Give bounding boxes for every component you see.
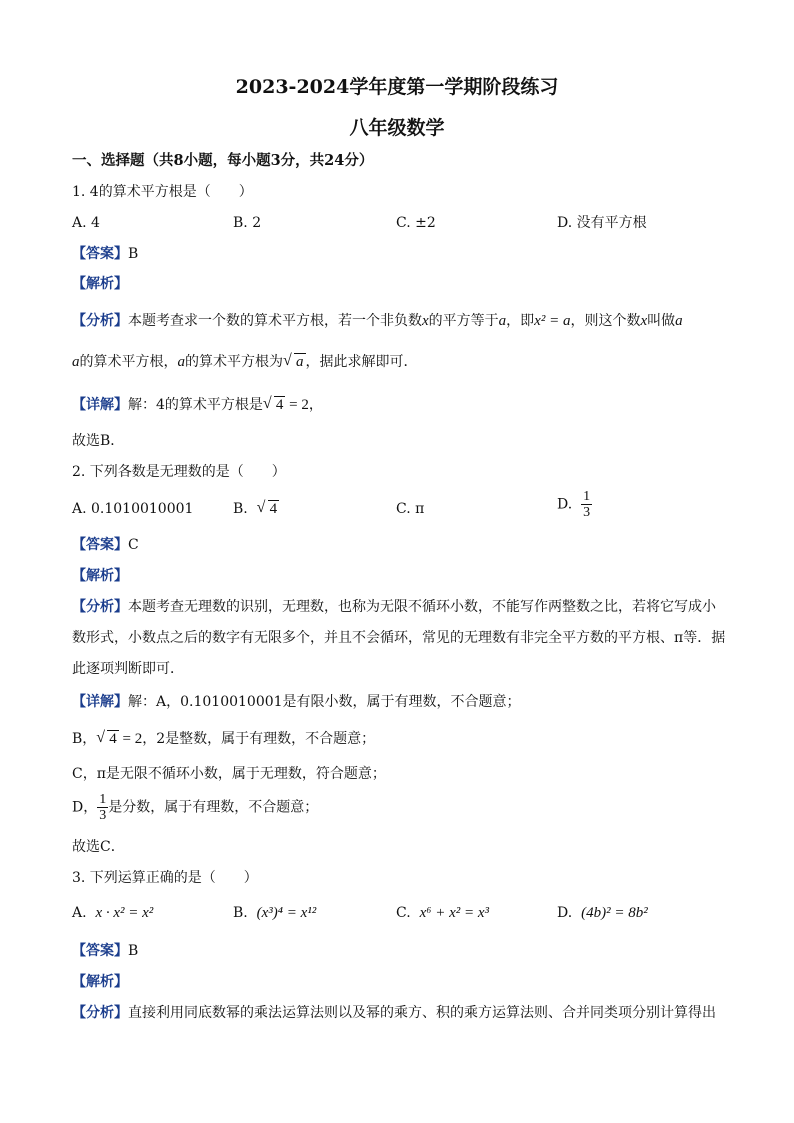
math-var: a [675,313,683,329]
section-heading: 一、选择题（共8小题，每小题3分，共24分） [72,152,374,169]
sqrt-expr [257,499,280,519]
q2-option-a: A. 0.1010010001 [72,501,194,517]
option-label: A. [72,905,87,921]
q3-option-a [72,903,153,923]
numerator: 1 [583,489,591,504]
answer-tag: 【答案】 [72,537,128,553]
detail-tag: 【详解】 [72,397,128,413]
fenxi-tag: 【分析】 [72,1005,128,1021]
option-label: B. [233,501,248,517]
q1-analysis-tag: 【解析】 [72,276,128,292]
math-var: x [422,313,429,329]
option-label: C. [396,905,411,921]
q2-analysis-tag: 【解析】 [72,568,128,584]
q3-option-c [396,903,489,923]
q2-option-c: C. π [396,501,425,517]
sqrt-expr [283,352,306,372]
sqrt-expr [96,729,119,749]
exam-title: 2023-2024学年度第一学期阶段练习 [235,76,559,98]
fenxi-tag: 【分析】 [72,313,128,329]
math-expr: x · x² = x² [95,905,154,921]
q2-option-d [557,489,592,520]
fenxi-text: ，据此求解即可． [305,354,418,370]
q1-option-a: A. 4 [72,215,100,231]
detail-text: 是分数，属于有理数，不合题意； [108,799,319,816]
detail-text: B， [72,731,97,747]
q1-option-c: C. ±2 [396,215,436,231]
answer-value: B [128,246,139,262]
q1-detail [72,395,323,415]
q1-option-d: D. 没有平方根 [557,215,647,231]
fenxi-text: 直接利用同底数幂的乘法运算法则以及幂的乘方、积的乘方运算法则、合并同类项分别计算得出 [128,1005,716,1021]
q1-option-b: B. 2 [233,215,262,231]
fenxi-tag: 【分析】 [72,599,128,615]
q3-option-b [233,903,316,923]
answer-tag: 【答案】 [72,246,128,262]
question-2-stem: 2. 下列各数是无理数的是（ ） [72,464,286,480]
radicand: 4 [109,731,117,747]
detail-text: D， [72,799,98,816]
fenxi-text: ，则这个数 [570,313,641,329]
q2-detail-d [72,792,318,823]
fenxi-text: ，即 [506,313,535,329]
denominator: 3 [583,505,591,520]
answer-tag: 【答案】 [72,943,128,959]
q2-answer [72,535,139,555]
math-expr: x² = a [534,313,571,329]
radicand: 4 [275,397,284,413]
fenxi-text: 本题考查无理数的识别，无理数，也称为无限不循环小数，不能写作两整数之比，若将它写成小 [128,599,716,615]
q2-fenxi-line3: 此逐项判断即可． [72,661,184,677]
q1-fenxi-line2 [72,352,418,372]
detail-text: 解：4的算术平方根是 [128,397,263,413]
q3-analysis-tag: 【解析】 [72,974,128,990]
radicand: 4 [269,501,278,517]
math-expr: x⁶ + x² = x³ [419,905,490,921]
q2-fenxi-line2: 数形式，小数点之后的数字有无限多个，并且不会循环，常见的无理数有非完全平方数的平方根、π等．据 [72,630,726,646]
fraction [581,489,592,520]
q2-option-b [233,499,279,519]
denominator: 3 [99,808,107,823]
sqrt-expr [263,395,286,415]
fenxi-text: 的算术平方根为 [185,354,283,370]
q2-fenxi-line1 [72,597,716,617]
answer-value: B [128,943,139,959]
option-label: B. [233,905,248,921]
exam-subtitle: 八年级数学 [349,117,445,139]
answer-value: C [128,537,139,553]
detail-text: ， [308,397,323,413]
question-3-stem: 3. 下列运算正确的是（ ） [72,870,258,886]
fenxi-text: 的平方等于 [428,313,499,329]
q1-conclusion: 故选B． [72,433,125,449]
q2-detail-c: C，π是无限不循环小数，属于无理数，符合题意； [72,766,386,782]
math-expr: (4b)² = 8b² [581,905,648,921]
q1-fenxi-line1 [72,311,683,331]
option-label: D. [557,496,573,513]
detail-tag: 【详解】 [72,694,128,710]
math-expr: = 2 [285,397,309,413]
math-var: a [177,354,185,370]
math-expr: (x³)⁴ = x¹² [256,905,317,921]
q2-detail-b [72,729,375,749]
option-label: D. [557,905,573,921]
question-1-stem: 1. 4的算术平方根是（ ） [72,184,253,200]
detail-text: 解：A，0.1010010001是有限小数，属于有理数，不合题意； [128,694,521,710]
q3-option-d [557,903,648,923]
fenxi-text: 的算术平方根， [79,354,178,370]
fenxi-text: 叫做 [647,313,676,329]
fraction [97,792,108,823]
q2-conclusion: 故选C． [72,839,125,855]
detail-text: ，2是整数，属于有理数，不合题意； [142,731,376,747]
math-var: a [498,313,507,329]
fenxi-text: 本题考查求一个数的算术平方根，若一个非负数 [128,313,422,329]
radicand: a [296,354,304,370]
numerator: 1 [99,792,107,807]
q3-fenxi-line1 [72,1003,716,1023]
q1-answer [72,244,138,264]
math-var: a [72,354,80,370]
q2-detail-a [72,692,521,712]
q3-answer [72,941,138,961]
math-expr: = 2 [118,731,143,747]
math-var: x [640,313,648,329]
